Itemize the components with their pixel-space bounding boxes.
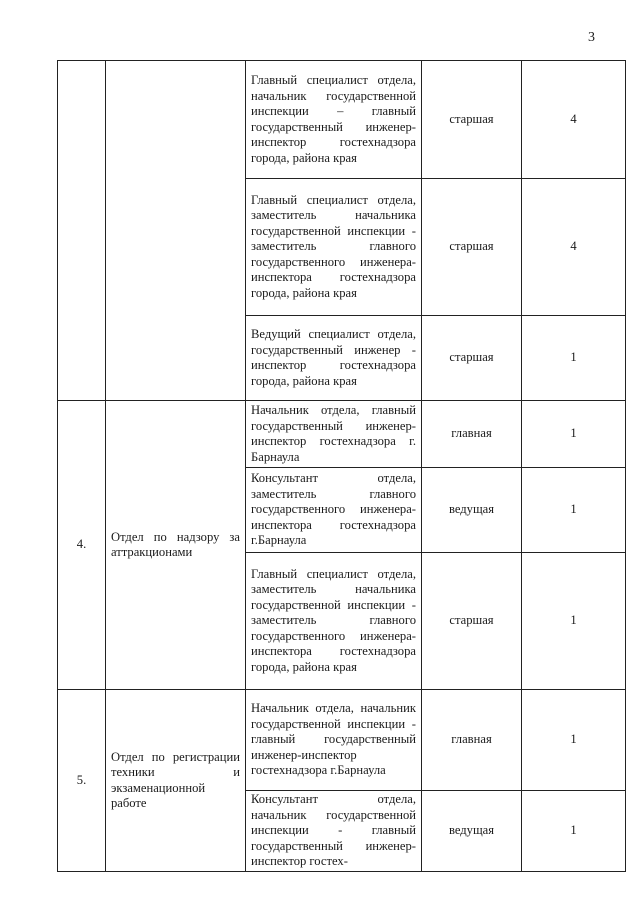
count-cell: 1 xyxy=(522,401,626,468)
count-cell: 4 xyxy=(522,61,626,179)
position-cell: Ведущий специалист отдела, государственный инженер - инспектор гостехнадзора города, района края xyxy=(246,316,422,401)
position-cell: Начальник отдела, начальник государственной инспекции - главный государственный инженер-инспектор гостехнадзора г.Барнаула xyxy=(246,690,422,791)
count-cell: 1 xyxy=(522,553,626,690)
table-row xyxy=(58,61,626,179)
position-cell: Главный специалист отдела, заместитель начальника государственной инспекции - заместитель главного государственного инженера-инспектора гостехнадзора города, района края xyxy=(246,179,422,316)
group-cell: ведущая xyxy=(422,468,522,553)
department-cell: Отдел по регистрации техники и экзаменационной работе xyxy=(106,690,246,872)
group-cell: старшая xyxy=(422,61,522,179)
group-cell: главная xyxy=(422,690,522,791)
group-cell: ведущая xyxy=(422,791,522,872)
position-cell: Главный специалист отдела, начальник государственной инспекции – главный государственный инженер-инспектор гостехнадзора города, района края xyxy=(246,61,422,179)
group-cell: старшая xyxy=(422,316,522,401)
department-cell xyxy=(106,61,246,401)
count-cell: 1 xyxy=(522,316,626,401)
table-row xyxy=(58,401,626,468)
count-cell: 1 xyxy=(522,690,626,791)
row-number-cell: 5. xyxy=(58,690,106,872)
position-cell: Начальник отдела, главный государственный инженер-инспектор гостехнадзора г. Барнаула xyxy=(246,401,422,468)
group-cell: старшая xyxy=(422,553,522,690)
table-row xyxy=(58,690,626,791)
page-number: 3 xyxy=(588,30,595,45)
group-cell: старшая xyxy=(422,179,522,316)
row-number-cell xyxy=(58,61,106,401)
staff-table xyxy=(57,60,626,872)
count-cell: 1 xyxy=(522,791,626,872)
department-cell: Отдел по надзору за аттракционами xyxy=(106,401,246,690)
position-cell: Консультант отдела, начальник государственной инспекции - главный государственный инженер-инспектор гостех- xyxy=(246,791,422,872)
position-cell: Главный специалист отдела, заместитель начальника государственной инспекции - заместитель главного государственного инженера-инспектора гостехнадзора города, района края xyxy=(246,553,422,690)
row-number-cell: 4. xyxy=(58,401,106,690)
group-cell: главная xyxy=(422,401,522,468)
count-cell: 4 xyxy=(522,179,626,316)
position-cell: Консультант отдела, заместитель главного государственного инженера-инспектора гостехнадзора г.Барнаула xyxy=(246,468,422,553)
count-cell: 1 xyxy=(522,468,626,553)
